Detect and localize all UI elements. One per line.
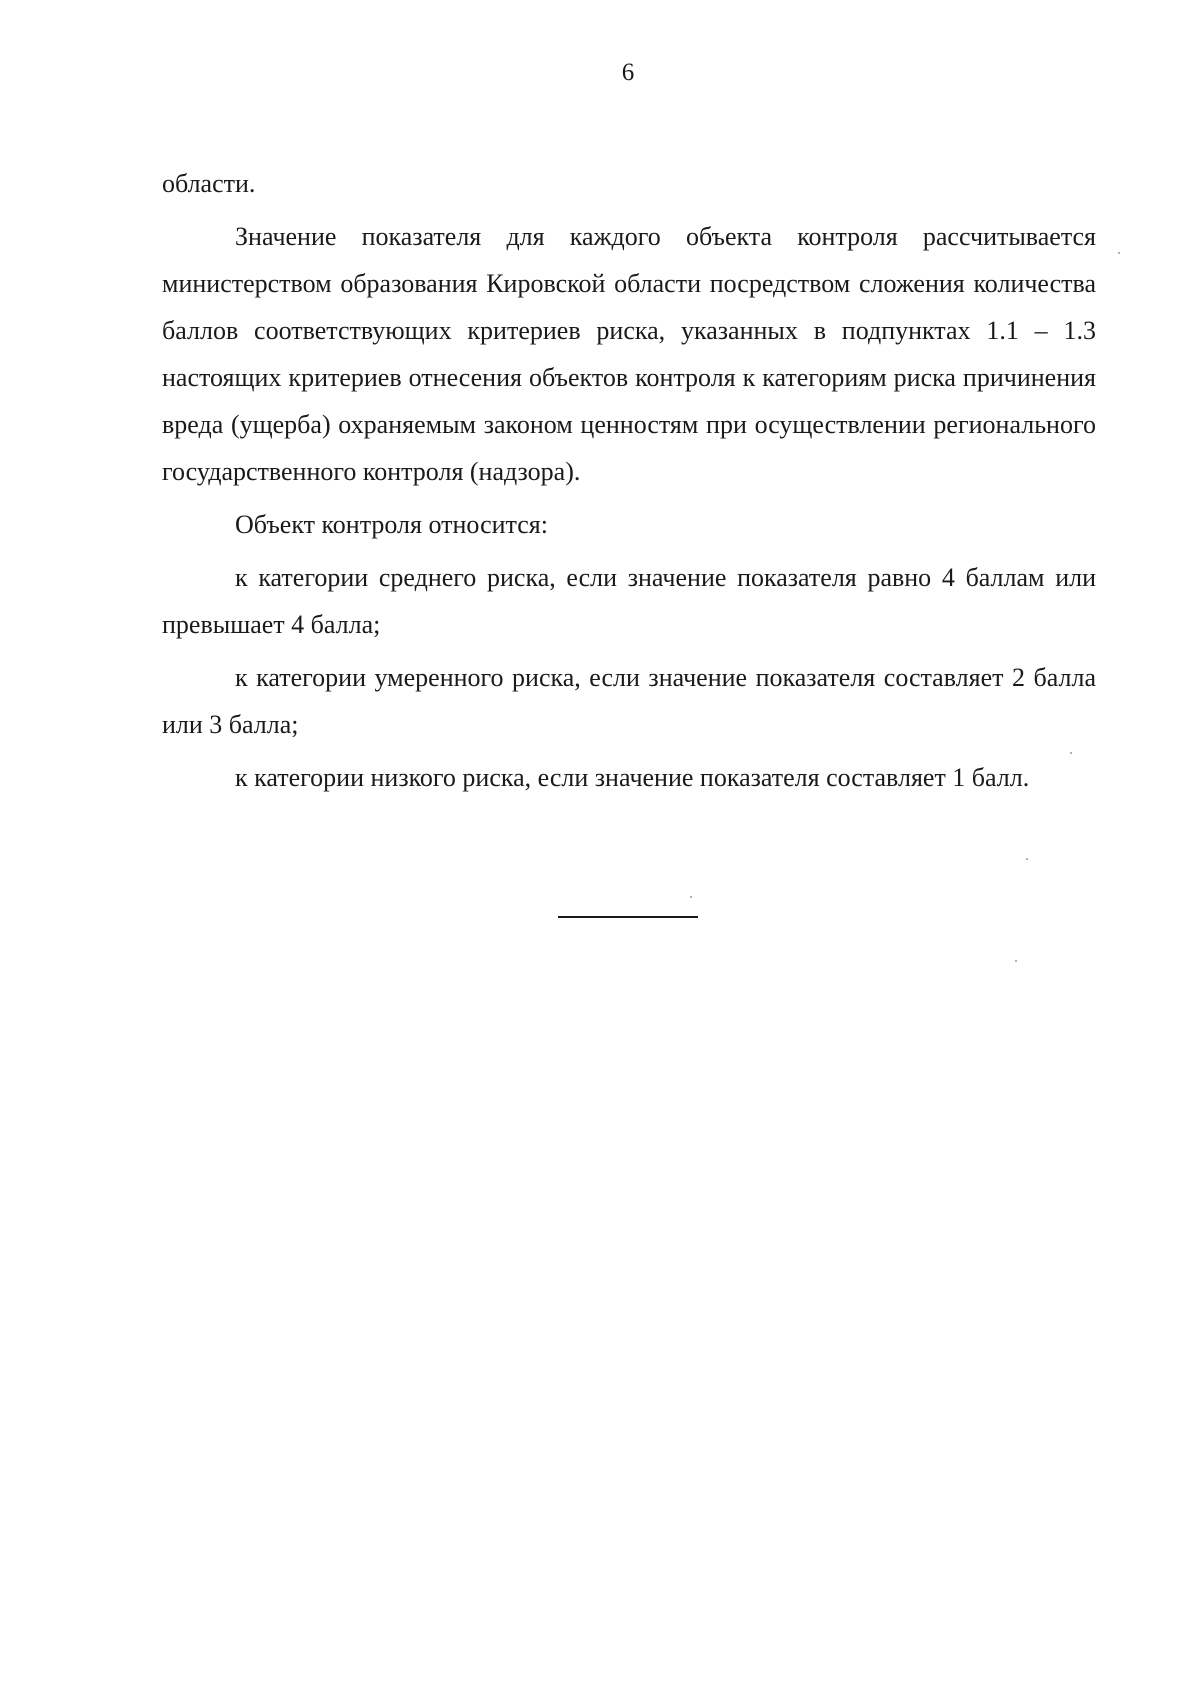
scan-speck <box>1070 752 1072 754</box>
page-number: 6 <box>621 59 635 86</box>
scan-speck <box>1118 252 1120 254</box>
paragraph-medium-risk: к категории среднего риска, если значение показателя равно 4 баллам или превышает 4 балла; <box>162 563 1096 639</box>
paragraph-continuation: области. <box>162 169 256 198</box>
paragraph-moderate-risk: к категории умеренного риска, если значение показателя составляет 2 балла или 3 балла; <box>162 663 1096 739</box>
document-body <box>162 160 1096 807</box>
scan-speck <box>1015 960 1017 962</box>
paragraph-low-risk: к категории низкого риска, если значение показателя составляет 1 балл. <box>235 763 1030 792</box>
paragraph-object-assignment: Объект контроля относится: <box>235 510 548 539</box>
scan-speck <box>690 896 692 898</box>
scan-speck <box>1026 858 1028 860</box>
end-of-text-rule <box>558 916 698 918</box>
paragraph-indicator-calculation: Значение показателя для каждого объекта контроля рассчитывается министерством образования Кировской области посредством сложения количества баллов соответствующих критериев риска, указанных в подпунктах 1.1 – 1.3 настоящих критериев отнесения объектов контроля к категориям риска причинения вреда (ущерба) охраняемым законом ценностям при осуществлении регионального государственного контроля (надзора). <box>162 222 1096 486</box>
